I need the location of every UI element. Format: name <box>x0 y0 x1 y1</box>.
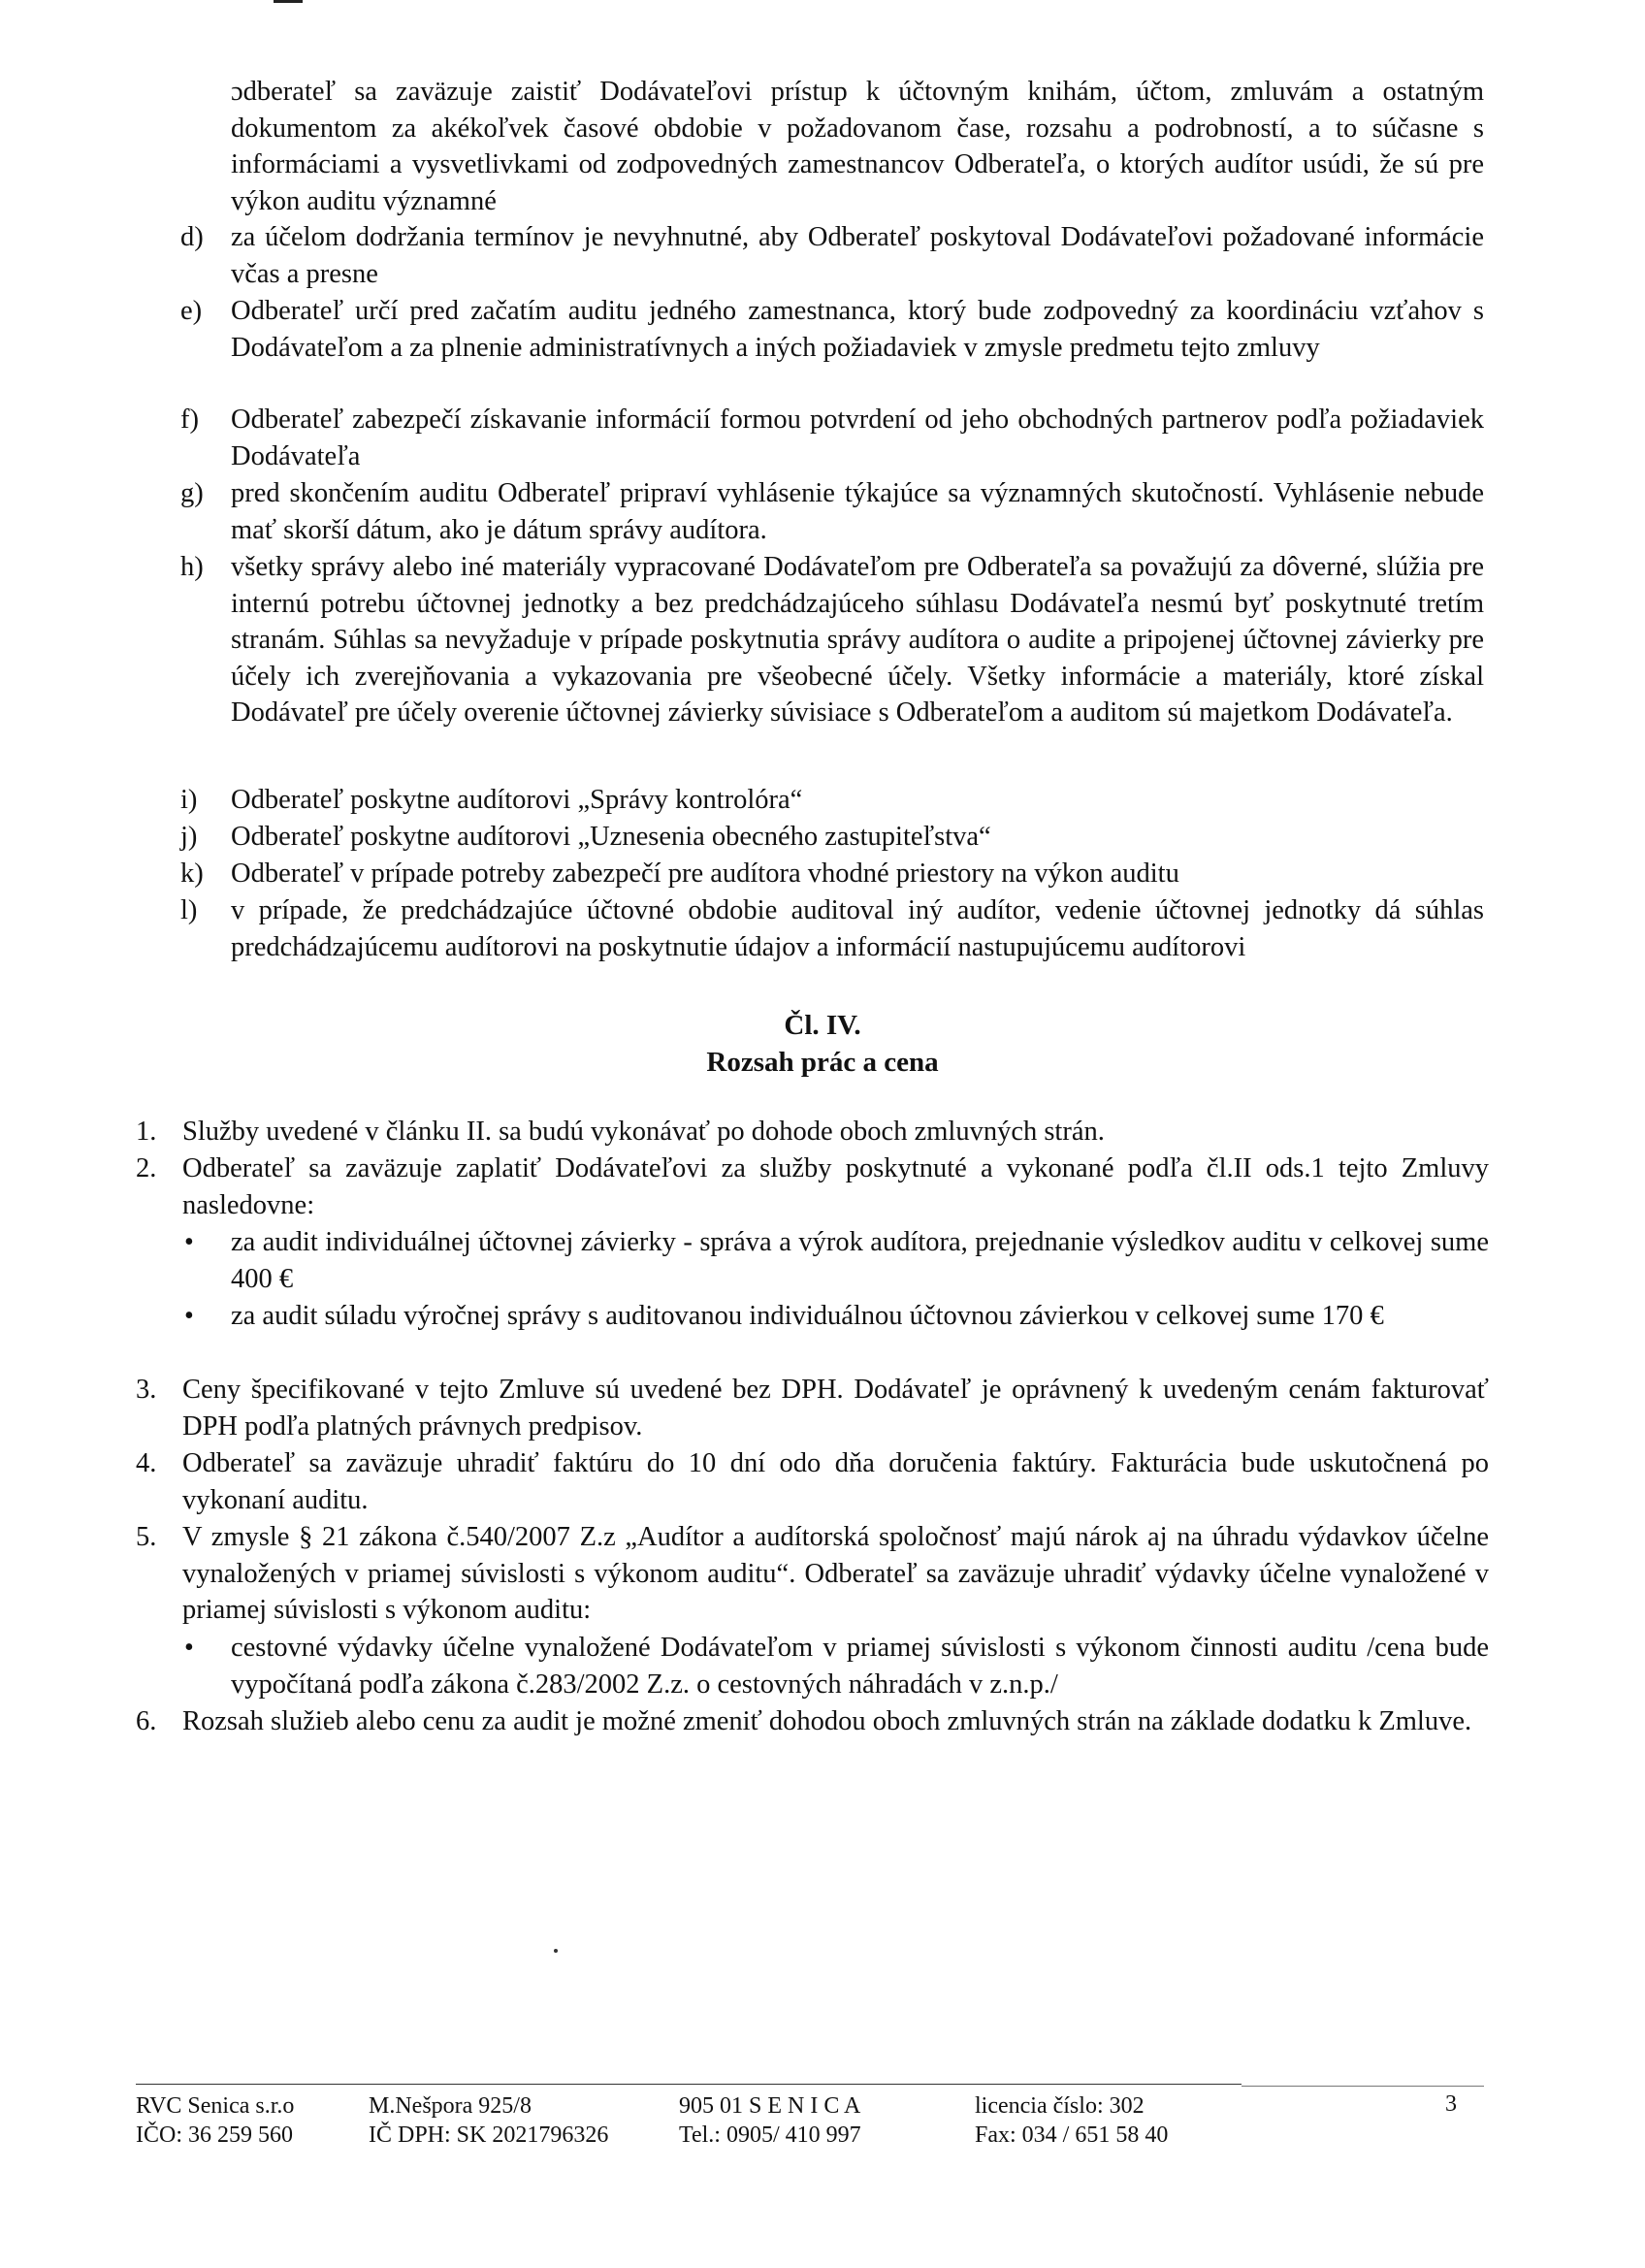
article-title: Rozsah prác a cena <box>706 1047 939 1078</box>
footer-address <box>369 2091 608 2150</box>
footer-street: M.Nešpora 925/8 <box>369 2093 532 2119</box>
list-item-text: Odberateľ poskytne audítorovi „Správy kontrolóra“ <box>231 785 803 815</box>
list-item-label: l) <box>180 895 198 925</box>
point-text: Odberateľ sa zaväzuje zaplatiť Dodávateľovi za služby poskytnuté a vykonané podľa čl.II ods.1 tejto Zmluvy nasledovne: <box>182 1153 1489 1220</box>
list-item-text: všetky správy alebo iné materiály vypracované Dodávateľom pre Odberateľa sa považujú za dôverné, slúžia pre internú potrebu účtovnej jednotky a bez predchádzajúceho súhlasu Dodávateľa nesmú byť poskytnuté tretím stranám. Súhlas sa nevyžaduje v prípade poskytnutia správy audítora o audite a pripojenej účtovnej závierky pre účely ich zverejňovania a vykazovania pre všeobecné účely. Všetky informácie a materiály, ktoré získal Dodávateľ pre účely overenie účtovnej závierky súvisiace s Odberateľom a auditom sú majetkom Dodávateľa. <box>231 552 1484 729</box>
footer-tel: Tel.: 0905/ 410 997 <box>679 2122 861 2148</box>
footer-fax: Fax: 034 / 651 58 40 <box>975 2122 1169 2148</box>
point-text: V zmysle § 21 zákona č.540/2007 Z.z „Audítor a audítorská spoločnosť majú nárok aj na úhradu výdavkov účelne vynaložených v priamej súvislosti s výkonom auditu“. Odberateľ sa zaväzuje uhradiť výdavky účelne vynaložené v priamej súvislosti s výkonom auditu: <box>182 1522 1489 1626</box>
point-text: Rozsah služieb alebo cenu za audit je možné zmeniť dohodou oboch zmluvných strán na základe dodatku k Zmluve. <box>182 1706 1472 1736</box>
list-item-label: f) <box>180 405 199 435</box>
article-number: Čl. IV. <box>784 1010 861 1041</box>
numbered-point-4 <box>136 1445 1489 1518</box>
bullet-item-3 <box>184 1630 1489 1702</box>
numbered-point-1 <box>136 1114 1489 1150</box>
footer-company-name: RVC Senica s.r.o <box>136 2093 295 2119</box>
numbered-point-5 <box>136 1519 1489 1629</box>
footer-ico: IČO: 36 259 560 <box>136 2122 293 2148</box>
list-item-h <box>180 549 1484 731</box>
footer-license <box>975 2091 1168 2150</box>
list-item-text: Odberateľ poskytne audítorovi „Uznesenia obecného zastupiteľstva“ <box>231 822 991 852</box>
list-item-continuation <box>184 74 1484 219</box>
point-text: Ceny špecifikované v tejto Zmluve sú uvedené bez DPH. Dodávateľ je oprávnený k uvedeným cenám fakturovať DPH podľa platných právnych predpisov. <box>182 1375 1489 1442</box>
footer-divider <box>136 2084 1242 2085</box>
list-item-text: Odberateľ zabezpečí získavanie informácií formou potvrdení od jeho obchodných partnerov podľa požiadaviek Dodávateľa <box>231 405 1484 471</box>
numbered-point-2 <box>136 1150 1489 1223</box>
list-item-label: d) <box>180 222 204 252</box>
list-item-label: g) <box>180 478 204 508</box>
bullet-text: za audit individuálnej účtovnej závierky - správa a výrok audítora, prejednanie výsledkov auditu v celkovej sume 400 € <box>231 1227 1489 1294</box>
bullet-glyph: • <box>184 1633 194 1663</box>
point-label: 3. <box>136 1375 157 1405</box>
list-item-f <box>180 402 1484 474</box>
page-number: 3 <box>1445 2091 1457 2117</box>
list-item-label: j) <box>180 822 198 852</box>
list-item-text: Odberateľ určí pred začatím auditu jedného zamestnanca, ktorý bude zodpovedný za koordináciu vzťahov s Dodávateľom a za plnenie administratívnych a iných požiadaviek v zmysle predmetu tejto zmluvy <box>231 296 1484 363</box>
list-item-e <box>180 293 1484 366</box>
point-label: 1. <box>136 1117 157 1147</box>
footer-divider-tail <box>1242 2086 1484 2087</box>
bullet-glyph: • <box>184 1227 194 1257</box>
scan-dot <box>554 1949 558 1953</box>
numbered-point-3 <box>136 1372 1489 1444</box>
list-item-d <box>180 219 1484 292</box>
list-item-j <box>180 819 1484 856</box>
list-item-text: za účelom dodržania termínov je nevyhnutné, aby Odberateľ poskytoval Dodávateľovi požadované informácie včas a presne <box>231 222 1484 289</box>
list-item-text: ɔdberateľ sa zaväzuje zaistiť Dodávateľovi prístup k účtovným knihám, účtom, zmluvám a ostatným dokumentom za akékoľvek časové obdobie v požadovanom čase, rozsahu a podrobností, a to súčasne s informáciami a vysvetlivkami od zodpovedných zamestnancov Odberateľa, o ktorých audítor usúdi, že sú pre výkon auditu významné <box>231 77 1484 216</box>
list-item-k <box>180 856 1484 892</box>
footer-dic: IČ DPH: SK 2021796326 <box>369 2122 609 2148</box>
list-item-text: Odberateľ v prípade potreby zabezpečí pre audítora vhodné priestory na výkon auditu <box>231 859 1179 889</box>
list-item-label: h) <box>180 552 204 582</box>
footer-license-number: licencia číslo: 302 <box>975 2093 1145 2119</box>
footer-company <box>136 2091 294 2150</box>
point-label: 5. <box>136 1522 157 1552</box>
scan-mark <box>274 0 303 3</box>
list-item-label: e) <box>180 296 203 326</box>
point-label: 4. <box>136 1448 157 1478</box>
bullet-glyph: • <box>184 1301 194 1331</box>
numbered-point-6 <box>136 1703 1489 1740</box>
footer-contact <box>679 2091 861 2150</box>
list-item-text: pred skončením auditu Odberateľ pripraví vyhlásenie týkajúce sa významných skutočností. Vyhlásenie nebude mať skorší dátum, ako je dátum správy audítora. <box>231 478 1484 545</box>
list-item-text: v prípade, že predchádzajúce účtovné obdobie auditoval iný audítor, vedenie účtovnej jednotky dá súhlas predchádzajúcemu audítorovi na poskytnutie údajov a informácií nastupujúcemu audítorovi <box>231 895 1484 962</box>
bullet-item-2 <box>184 1298 1489 1335</box>
point-label: 2. <box>136 1153 157 1183</box>
footer-city: 905 01 S E N I C A <box>679 2093 861 2119</box>
list-item-i <box>180 782 1484 819</box>
bullet-text: cestovné výdavky účelne vynaložené Dodávateľom v priamej súvislosti s výkonom činnosti auditu /cena bude vypočítaná podľa zákona č.283/2002 Z.z. o cestovných náhradách v z.n.p./ <box>231 1633 1489 1700</box>
point-label: 6. <box>136 1706 157 1736</box>
list-item-g <box>180 475 1484 548</box>
point-text: Odberateľ sa zaväzuje uhradiť faktúru do 10 dní odo dňa doručenia faktúry. Fakturácia bude uskutočnená po vykonaní auditu. <box>182 1448 1489 1515</box>
list-item-l <box>180 892 1484 965</box>
bullet-text: za audit súladu výročnej správy s auditovanou individuálnou účtovnou závierkou v celkovej sume 170 € <box>231 1301 1384 1331</box>
list-item-label: i) <box>180 785 198 815</box>
list-item-label: k) <box>180 859 204 889</box>
point-text: Služby uvedené v článku II. sa budú vykonávať po dohode oboch zmluvných strán. <box>182 1117 1105 1147</box>
bullet-item-1 <box>184 1224 1489 1297</box>
